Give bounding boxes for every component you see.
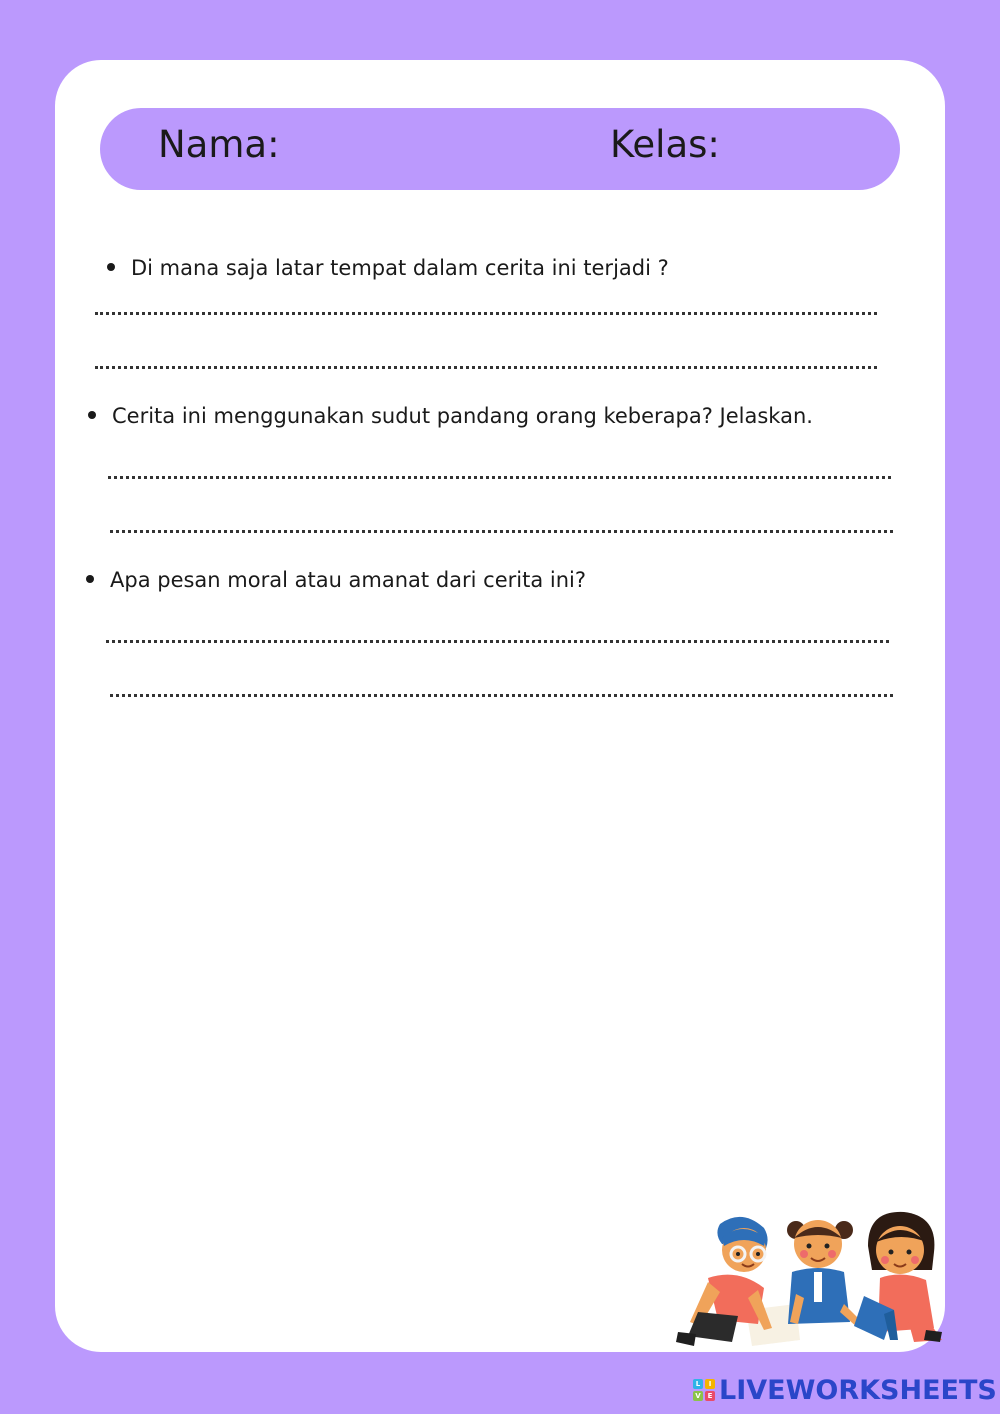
question-2 [88, 402, 813, 430]
question-1 [107, 254, 669, 282]
question-3-text: Apa pesan moral atau amanat dari cerita ini? [110, 568, 587, 592]
girl-figure-middle [787, 1220, 862, 1328]
name-label: Nama: [158, 123, 280, 166]
answer-line-3a[interactable] [106, 640, 889, 643]
answer-line-3b[interactable] [110, 694, 893, 697]
question-3 [86, 566, 586, 594]
answer-line-1a[interactable] [95, 312, 877, 315]
bullet-icon [88, 411, 96, 419]
bullet-icon [107, 263, 115, 271]
question-2-text: Cerita ini menggunakan sudut pandang orang keberapa? Jelaskan. [112, 404, 813, 428]
logo-blocks-icon: L I V E [693, 1379, 715, 1401]
logo-text: LIVEWORKSHEETS [719, 1374, 997, 1406]
bullet-icon [86, 575, 94, 583]
children-reading-illustration [668, 1208, 948, 1354]
girl-figure-right [854, 1212, 942, 1342]
answer-line-2b[interactable] [110, 530, 893, 533]
answer-line-2a[interactable] [108, 476, 891, 479]
answer-line-1b[interactable] [95, 366, 877, 369]
question-1-text: Di mana saja latar tempat dalam cerita ini terjadi ? [131, 256, 669, 280]
class-label: Kelas: [610, 123, 720, 166]
liveworksheets-logo [693, 1373, 997, 1407]
